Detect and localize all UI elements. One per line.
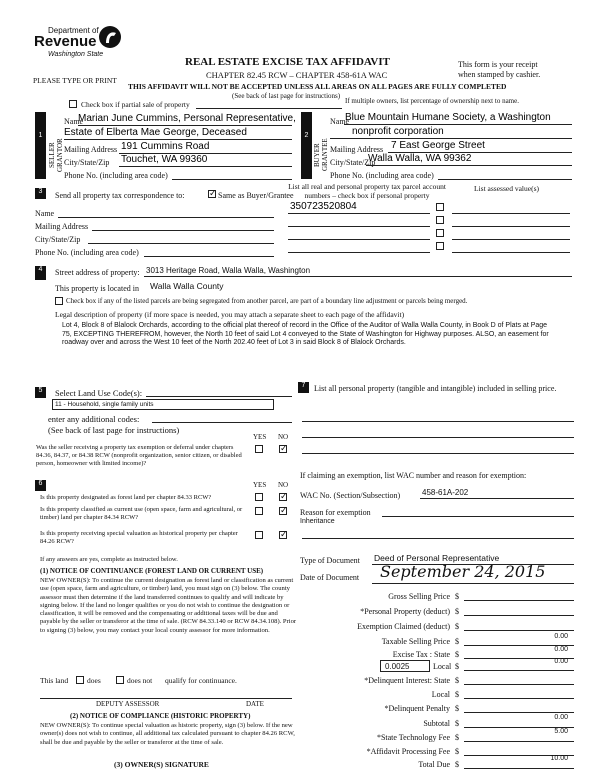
doc-type-label: Type of Document: [300, 556, 360, 565]
wac-line: [420, 498, 574, 499]
additional-codes-line: [152, 422, 292, 423]
buyer-name-line-2: [330, 138, 572, 139]
send-correspondence-label: Send all property tax correspondence to:: [55, 191, 185, 200]
delinquent-state-currency: $: [455, 676, 459, 685]
buyer-phone-label: Phone No. (including area code): [330, 171, 434, 180]
parcel-personal-checkbox[interactable]: [436, 216, 444, 224]
land-does-checkbox[interactable]: [76, 676, 84, 684]
affidavit-fee-currency: $: [455, 747, 459, 756]
delinquent-penalty-label: *Delinquent Penalty: [384, 704, 450, 713]
form-title: REAL ESTATE EXCISE TAX AFFIDAVIT: [185, 56, 390, 68]
tech-fee-currency: $: [455, 733, 459, 742]
personal-deduct-label: *Personal Property (deduct): [360, 607, 450, 616]
tech-fee-label: *State Technology Fee: [376, 733, 450, 742]
assessed-line: [452, 213, 570, 214]
section3-number: 3: [38, 188, 43, 195]
section3-address-line: [92, 230, 274, 231]
current-use-no-checkbox[interactable]: [279, 507, 287, 515]
total-due-line: [464, 768, 574, 769]
same-as-buyer-checkbox[interactable]: [208, 190, 216, 198]
form-chapter: CHAPTER 82.45 RCW – CHAPTER 458-61A WAC: [206, 70, 388, 80]
section3-block: [35, 188, 46, 199]
section6-no-header: NO: [278, 481, 289, 489]
segregated-checkbox[interactable]: [55, 297, 63, 305]
partial-sale-label: Check box if partial sale of property: [81, 100, 190, 109]
parcel-line: [288, 239, 430, 240]
legal-description-label: Legal description of property (if more space is needed, you may attach a separate sheet to each page of the affidavit): [55, 310, 405, 319]
legal-description-value[interactable]: Lot 4, Block 8 of Blalock Orchards, according to the official plat thereof of record in the Office of the Auditor of Walla Walla County, in Book D of Plats at Page 75, EXCEPTING THEREFROM, however, the North 10 feet of said Lot 4 conveyed to the State of Washington for Highway purposes. ALSO, an easement for roadway over and across the West 10 feet of the North 202.40 feet of Lot 3 in said Block 8 of Blalock Orchards.: [62, 322, 549, 346]
doc-date-line: [372, 583, 574, 584]
delinquent-penalty-line: [464, 712, 574, 713]
wac-label: WAC No. (Section/Subsection): [300, 491, 401, 500]
date-label: DATE: [246, 700, 264, 708]
seller-name-line-2: [64, 139, 292, 140]
located-in-label: This property is located in: [55, 284, 139, 293]
buyer-address-value[interactable]: 7 East George Street: [391, 140, 485, 151]
section5-block: [35, 387, 46, 398]
see-back-notice: (See back of last page for instructions): [232, 92, 341, 100]
deputy-signature-line[interactable]: [40, 698, 292, 699]
owner-signature-title: (3) OWNER(S) SIGNATURE: [114, 760, 209, 769]
historic-question: Is this property receiving special valuation as historical property per chapter 84.26 RCW?: [40, 530, 238, 545]
personal-property-line: [302, 421, 574, 422]
reason-label: Reason for exemption: [300, 508, 371, 517]
land-does-label: does: [87, 676, 101, 685]
assessed-line: [452, 252, 570, 253]
section3-phone-line: [144, 256, 274, 257]
section7-block: [298, 382, 309, 393]
historic-no-checkbox[interactable]: [279, 531, 287, 539]
seller-phone-line: [172, 179, 292, 180]
section3-address-label: Mailing Address: [35, 222, 89, 231]
parcel-personal-checkbox[interactable]: [436, 203, 444, 211]
exemption-yes-checkbox[interactable]: [255, 445, 263, 453]
qualify-label: qualify for continuance.: [165, 676, 237, 685]
parcel-personal-checkbox[interactable]: [436, 229, 444, 237]
taxable-price-value[interactable]: 0.00: [554, 633, 568, 640]
doc-date-label: Date of Document: [300, 573, 360, 582]
buyer-city-value[interactable]: Walla Walla, WA 99362: [368, 153, 472, 164]
delinquent-penalty-currency: $: [455, 704, 459, 713]
forest-land-question: Is this property designated as forest land per chapter 84.33 RCW?: [40, 494, 212, 501]
total-due-value[interactable]: 10.00: [550, 755, 568, 762]
local-value[interactable]: 0.00: [554, 658, 568, 665]
tech-fee-value[interactable]: 5.00: [554, 728, 568, 735]
land-use-value: 11 - Household, single family units: [55, 401, 154, 408]
personal-deduct-line: [464, 615, 574, 616]
delinquent-local-label: Local: [431, 690, 450, 699]
section3-city-label: City/State/Zip: [35, 235, 81, 244]
buyer-number: 2: [304, 132, 309, 139]
section3-name-line: [58, 217, 274, 218]
street-address-value[interactable]: 3013 Heritage Road, Walla Walla, Washington: [146, 266, 311, 275]
gross-currency: $: [455, 592, 459, 601]
parcel-line: [288, 213, 430, 214]
if-yes-instructions: If any answers are yes, complete as instructed below.: [40, 556, 178, 563]
receipt-note-1: This form is your receipt: [458, 60, 538, 69]
seller-block: [35, 112, 46, 179]
parcel-header: List all real and personal property tax parcel account numbers – check box if personal property: [288, 182, 446, 200]
street-address-label: Street address of property:: [55, 268, 140, 277]
seller-address-value[interactable]: 191 Cummins Road: [121, 141, 210, 152]
buyer-name-line: [344, 124, 572, 125]
segregated-label: Check box if any of the listed parcels are being segregated from another parcel, are part of a boundary line adjustment or parcels being merged.: [66, 297, 468, 305]
seller-name-value-2[interactable]: Estate of Elberta Mae George, Deceased: [64, 127, 247, 138]
personal-property-line: [302, 437, 574, 438]
local-rate-box[interactable]: [380, 660, 430, 672]
current-use-yes-checkbox[interactable]: [255, 507, 263, 515]
parcel-line: [288, 252, 430, 253]
notice-continuance-text: NEW OWNER(S): To continue the current designation as forest land or classification as current use (open space, farm and agriculture, or timber) land, you must sign on (3) below. The county assessor must then determine if the land transferred continues to qualify and will indicate by signing below. If the land no longer qualifies or you do not wish to continue the designation or classification, it will be removed and the compensating or additional taxes will be due and payable by the seller or transferor at the time of sale. (RCW 84.33.140 or RCW 84.34.108). Prior to signing (3) below, you may contact your local county assessor for more information.: [40, 577, 297, 634]
buyer-phone-line: [438, 179, 572, 180]
compliance-title: (2) NOTICE OF COMPLIANCE (HISTORIC PROPERTY): [70, 712, 251, 720]
partial-sale-checkbox[interactable]: [69, 100, 77, 108]
seller-city-line: [119, 166, 292, 167]
delinquent-state-line: [464, 684, 574, 685]
seller-address-label: Mailing Address: [64, 145, 118, 154]
taxable-price-label: Taxable Selling Price: [381, 637, 450, 646]
claim-exemption-text: If claiming an exemption, list WAC number and reason for exemption:: [300, 471, 527, 480]
land-use-line: [146, 396, 292, 397]
seller-name-value[interactable]: Marian June Cummins, Personal Representative,: [78, 113, 296, 124]
forest-no-checkbox[interactable]: [279, 493, 287, 501]
doc-type-value[interactable]: Deed of Personal Representative: [374, 553, 500, 563]
parcel-personal-checkbox[interactable]: [436, 242, 444, 250]
notice-continuance-title: (1) NOTICE OF CONTINUANCE (FOREST LAND OR CURRENT USE): [40, 567, 264, 575]
gross-label: Gross Selling Price: [388, 592, 450, 601]
subtotal-currency: $: [455, 719, 459, 728]
forest-yes-checkbox[interactable]: [255, 493, 263, 501]
delinquent-local-currency: $: [455, 690, 459, 699]
gross-line: [464, 600, 574, 601]
buyer-address-label: Mailing Address: [330, 145, 384, 154]
buyer-name-label: Name: [330, 117, 350, 126]
reason-line: [382, 516, 574, 517]
dept-line2: Revenue: [34, 33, 97, 50]
section4-number: 4: [38, 266, 43, 273]
section7-number: 7: [301, 382, 306, 389]
seller-city-label: City/State/Zip: [64, 158, 110, 167]
excise-state-value[interactable]: 0.00: [554, 646, 568, 653]
exemption-claimed-label: Exemption Claimed (deduct): [357, 622, 450, 631]
buyer-block: [301, 112, 312, 179]
excise-state-currency: $: [455, 650, 459, 659]
local-currency: $: [455, 662, 459, 671]
buyer-name-value[interactable]: Blue Mountain Humane Society, a Washington: [345, 112, 551, 123]
partial-sale-line: [196, 108, 342, 109]
land-use-select[interactable]: [52, 399, 274, 410]
tech-fee-line: [464, 741, 574, 742]
same-as-buyer-label: Same as Buyer/Grantee: [218, 191, 294, 200]
multiple-owners-note: If multiple owners, list percentage of ownership next to name.: [345, 97, 519, 105]
wac-value[interactable]: 458-61A-202: [422, 488, 469, 497]
buyer-city-line: [366, 165, 572, 166]
dept-line1: Department of: [48, 26, 99, 35]
seller-number: 1: [38, 132, 43, 139]
taxable-price-currency: $: [455, 637, 459, 646]
local-rate-value: 0.0025: [385, 662, 410, 671]
total-due-label: Total Due: [418, 760, 450, 769]
exemption-no-checkbox[interactable]: [279, 445, 287, 453]
land-does-not-checkbox[interactable]: [116, 676, 124, 684]
section5-number: 5: [38, 387, 43, 394]
assessed-header: List assessed value(s): [474, 184, 539, 193]
land-use-label: Select Land Use Code(s):: [55, 388, 143, 398]
dor-logo-icon: [97, 24, 123, 50]
doc-date-value[interactable]: September 24, 2015: [380, 562, 546, 581]
exemption-question: Was the seller receiving a property tax exemption or deferral under chapters 84.36, 84.37, or 84.38 RCW (nonprofit organization, senior citizen, or disabled person, homeowner with limited income)?: [36, 444, 242, 467]
section3-phone-label: Phone No. (including area code): [35, 248, 139, 257]
assessed-line: [452, 226, 570, 227]
section6-yes-header: YES: [253, 481, 267, 489]
exemption-claimed-line: [464, 630, 574, 631]
dept-line3: Washington State: [48, 51, 104, 58]
receipt-note-2: when stamped by cashier.: [458, 70, 541, 79]
seller-phone-label: Phone No. (including area code): [64, 171, 168, 180]
affidavit-fee-label: *Affidavit Processing Fee: [366, 747, 450, 756]
section4-block: [35, 266, 46, 280]
compliance-text: NEW OWNER(S): To continue special valuation as historic property, sign (3) below. If the new owner(s) does not wish to continue, all additional tax calculated pursuant to chapter 84.26 RCW, shall be due and payable by the seller or transferor at the time of sale.: [40, 722, 295, 746]
seller-name-label: Name: [64, 117, 84, 126]
personal-deduct-currency: $: [455, 607, 459, 616]
subtotal-value[interactable]: 0.00: [554, 714, 568, 721]
section3-name-label: Name: [35, 209, 55, 218]
local-label: Local: [433, 662, 452, 671]
buyer-city-label: City/State/Zip: [330, 158, 376, 167]
personal-property-line: [302, 453, 574, 454]
section3-city-line: [88, 243, 274, 244]
street-address-line: [144, 276, 572, 277]
located-in-value[interactable]: Walla Walla County: [150, 281, 224, 291]
buyer-side-label: BUYER GRANTEE: [313, 138, 329, 172]
section6-number: 6: [38, 480, 43, 487]
section6-block: [35, 480, 46, 491]
deputy-assessor-label: DEPUTY ASSESSOR: [96, 700, 160, 708]
this-land-label: This land: [40, 676, 69, 685]
total-due-currency: $: [455, 760, 459, 769]
additional-codes-label: enter any additional codes:: [48, 414, 140, 424]
seller-city-value[interactable]: Touchet, WA 99360: [121, 154, 208, 165]
reason-value[interactable]: Inheritance: [300, 518, 335, 525]
not-accepted-notice: THIS AFFIDAVIT WILL NOT BE ACCEPTED UNLESS ALL AREAS ON ALL PAGES ARE FULLY COMPLETED: [128, 82, 507, 91]
subtotal-label: Subtotal: [423, 719, 450, 728]
local-line: [464, 670, 574, 671]
parcel-line: [288, 226, 430, 227]
land-does-not-label: does not: [127, 676, 153, 685]
assessed-line: [452, 239, 570, 240]
historic-yes-checkbox[interactable]: [255, 531, 263, 539]
buyer-name-value-2[interactable]: nonprofit corporation: [352, 126, 444, 137]
reason-line-2: [302, 538, 574, 539]
seller-side-label: SELLER GRANTOR: [48, 138, 64, 172]
section5-see-back: (See back of last page for instructions): [48, 425, 180, 435]
please-type: PLEASE TYPE OR PRINT: [33, 76, 117, 85]
section5-yes-header: YES: [253, 433, 267, 441]
delinquent-state-label: *Delinquent Interest: State: [364, 676, 450, 685]
seller-name-line: [78, 125, 292, 126]
excise-state-label: Excise Tax : State: [392, 650, 450, 659]
personal-property-text: List all personal property (tangible and intangible) included in selling price.: [314, 384, 557, 393]
current-use-question: Is this property classified as current use (open space, farm and agricultural, or timber) land per chapter 84.34 RCW?: [40, 506, 243, 521]
delinquent-local-line: [464, 698, 574, 699]
parcel-number[interactable]: 350723520804: [290, 201, 357, 212]
exemption-claimed-currency: $: [455, 622, 459, 631]
section5-no-header: NO: [278, 433, 289, 441]
